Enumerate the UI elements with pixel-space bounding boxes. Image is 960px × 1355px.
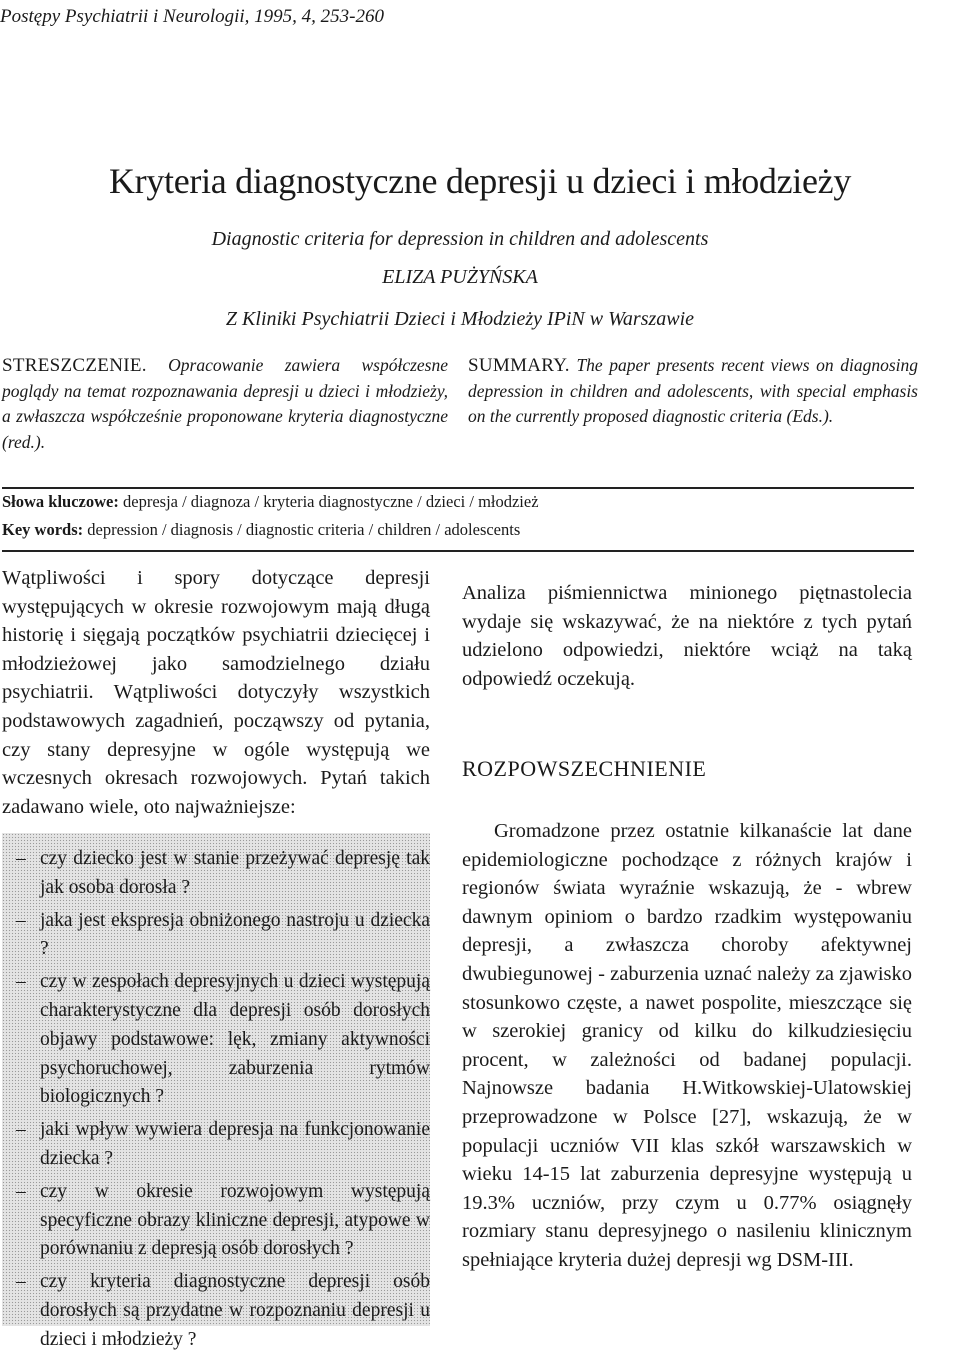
keywords-polish-text: depresja / diagnoza / kryteria diagnostyczne / dzieci / młodzież: [123, 492, 539, 511]
keywords-bottom-rule: [2, 550, 914, 552]
question-text: czy dziecko jest w stanie przeżywać depresję tak jak osoba dorosła ?: [40, 848, 430, 898]
author-affiliation: Z Kliniki Psychiatrii Dzieci i Młodzieży IPiN w Warszawie: [225, 308, 695, 330]
question-text: czy kryteria diagnostyczne depresji osób dorosłych są przydatne w rozpoznaniu depresji u dzieci i młodzieży ?: [40, 1271, 430, 1350]
keywords-polish-label: Słowa kluczowe:: [2, 492, 119, 511]
abstract-polish-text: Opracowanie zawiera współczesne poglądy na temat rozpoznawania depresji u dzieci i młodzieży, a zwłaszcza współcześnie proponowane kryteria diagnostyczne (red.).: [2, 355, 448, 452]
question-dash: –: [16, 1180, 26, 1202]
section-body: Gromadzone przez ostatnie kilkanaście lat dane epidemiologiczne pochodzące z różnych krajów i regionów świata wyraźnie wskazują, że - wbrew dawnym opiniom o bardzo rzadkim występowaniu depresji, a zwłaszcza choroby afektywnej dwubiegunowej - zaburzenia uznać należy za zjawisko stosunkowo częste, a nawet pospolite, mieszczące się w szerokiej granicy od kilku do kilkudziesięciu procent, w zależności od badanej populacji. Najnowsze badania H.Witkowskiej-Ulatowskiej przeprowadzone w Polsce [27], wskazują, że w populacji uczniów VII klas szkół warszawskich w wieku 14-15 lat zaburzenia depresyjne występują u 19.3% uczniów, przy czym u 0.77% osiągnęły rozmiary stanu depresyjnego o nasileniu klinicznym spełniające kryteria dużej depresji wg DSM-III.: [462, 820, 912, 1271]
keywords-polish: [2, 492, 914, 512]
article-title: Kryteria diagnostyczne depresji u dzieci i młodzieży: [108, 161, 852, 201]
question-text: jaka jest ekspresja obniżonego nastroju u dziecka ?: [40, 909, 430, 960]
question-text: czy w zespołach depresyjnych u dzieci występują charakterystyczne dla depresji osób dorosłych objawy podstawowe: lęk, zmiany aktywności psychoruchowej, zaburzenia rytmów biologicznych ?: [40, 971, 430, 1108]
question-item: [2, 1116, 430, 1174]
questions-list: [2, 833, 430, 1355]
keywords-english-text: depression / diagnosis / diagnostic criteria / children / adolescents: [87, 520, 521, 539]
abstract-polish: [2, 353, 448, 455]
question-item: [2, 968, 430, 1112]
keywords-english-label: Key words:: [2, 520, 84, 539]
article-subtitle: Diagnostic criteria for depression in children and adolescents: [211, 228, 709, 250]
question-text: jaki wpływ wywiera depresja na funkcjonowanie dziecka ?: [40, 1119, 430, 1169]
question-item: [2, 845, 430, 903]
author-name: ELIZA PUŻYŃSKA: [382, 266, 538, 288]
abstract-english: [468, 353, 918, 430]
question-dash: –: [16, 971, 26, 993]
section-heading: ROZPOWSZECHNIENIE: [462, 756, 707, 781]
question-item: [2, 1268, 430, 1354]
question-text: czy w okresie rozwojowym występują specyficzne obrazy kliniczne depresji, atypowe w porównaniu z depresją osób dorosłych ?: [40, 1180, 430, 1260]
journal-citation: Postępy Psychiatrii i Neurologii, 1995, 4, 253-260: [0, 6, 385, 27]
questions-box: [2, 833, 430, 1350]
question-item: [2, 907, 430, 965]
question-item: [2, 1178, 430, 1264]
abstract-english-heading: SUMMARY.: [468, 355, 570, 376]
keywords-top-rule: [2, 487, 914, 489]
question-dash: –: [16, 1271, 26, 1293]
keywords-english: [2, 520, 914, 540]
body-right-intro: Analiza piśmiennictwa minionego piętnastolecia wydaje się wskazywać, że na niektóre z tych pytań udzielono odpowiedzi, niektóre wciąż na taką odpowiedź oczekują.: [462, 582, 912, 690]
question-dash: –: [16, 1119, 26, 1141]
question-dash: –: [16, 909, 26, 931]
body-left-intro: Wątpliwości i spory dotyczące depresji występujących w okresie rozwojowym mają długą historię i sięgają początków psychiatrii dziecięcej i młodzieżowej jako samodzielnego działu psychiatrii. Wątpliwości dotyczyły wszystkich podstawowych zagadnień, począwszy od pytania, czy stany depresyjne w ogóle występują we wczesnych okresach rozwojowych. Pytań takich zadawano wiele, oto najważniejsze:: [2, 567, 430, 818]
abstract-english-text: The paper presents recent views on diagnosing depression in children and adolescents, with special emphasis on the currently proposed diagnostic criteria (Eds.).: [468, 355, 918, 426]
question-dash: –: [16, 848, 26, 869]
abstract-polish-heading: STRESZCZENIE.: [2, 355, 147, 376]
